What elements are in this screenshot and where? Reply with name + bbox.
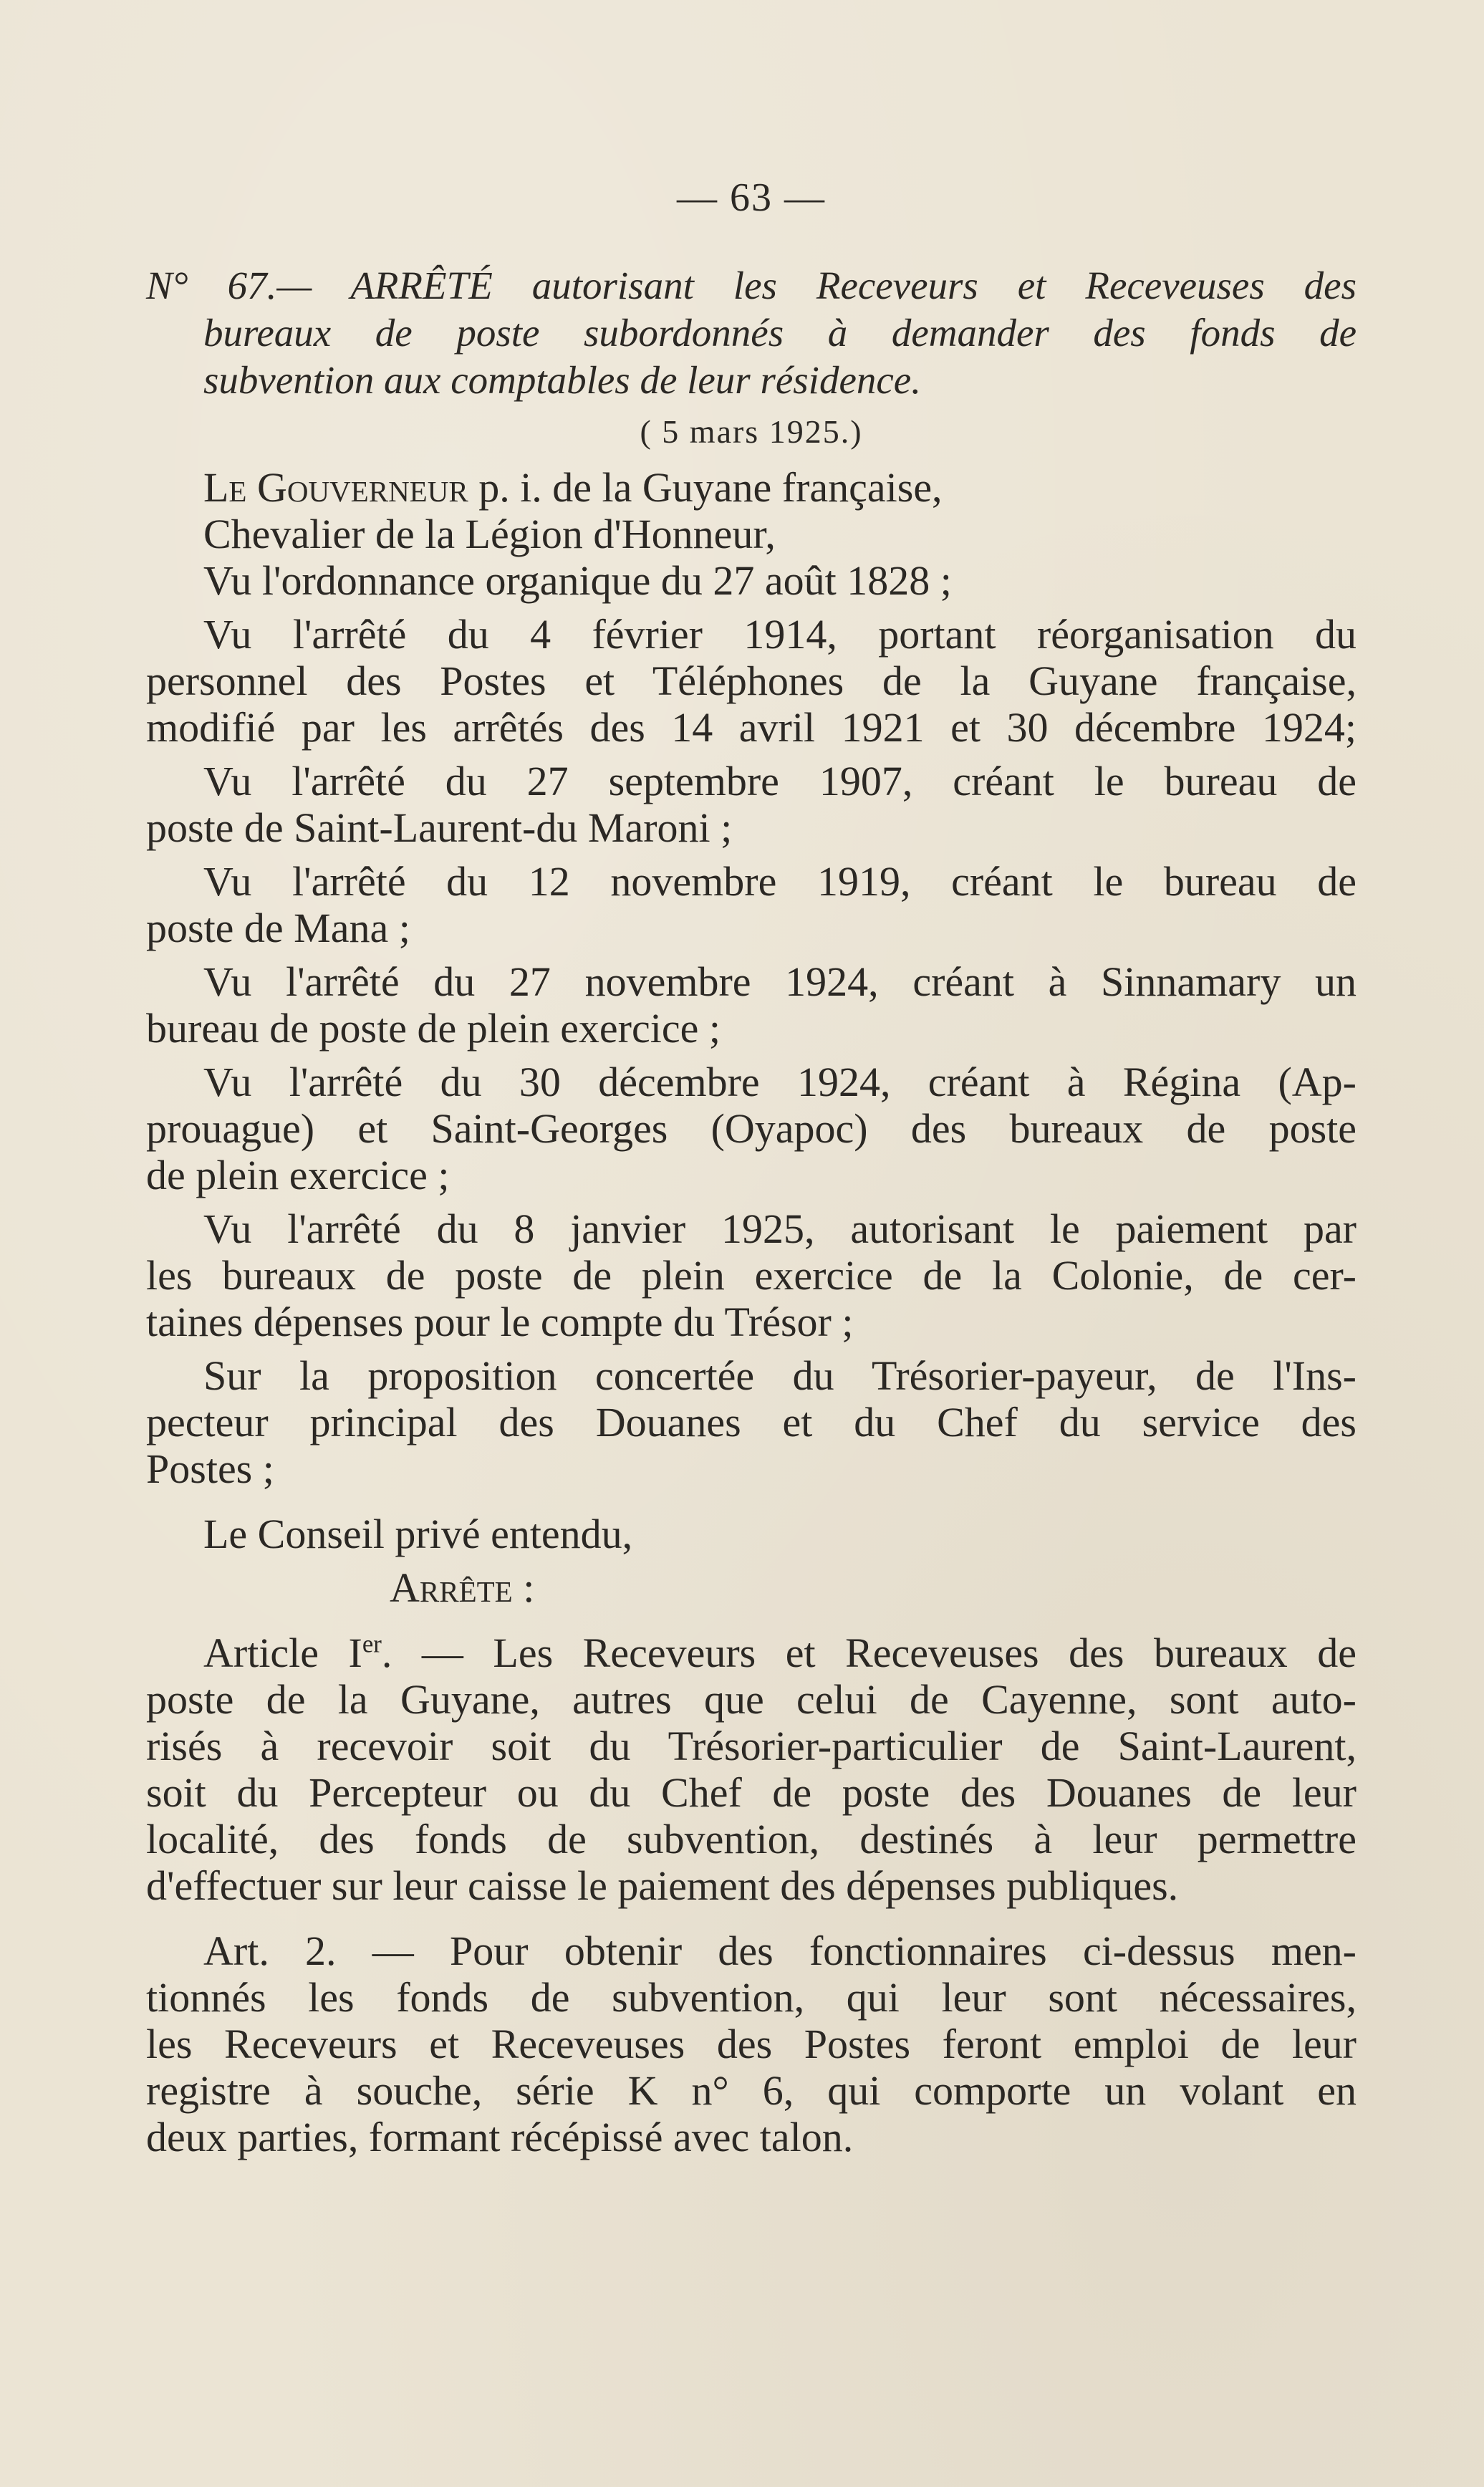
paragraph-line: deux parties, formant récépissé avec talon.	[146, 2114, 854, 2160]
paragraph-line: taines dépenses pour le compte du Trésor ;	[146, 1299, 854, 1345]
proposition	[146, 1352, 1357, 1492]
paragraph-line: risés à recevoir soit du Trésorier-particulier de Saint-Laurent,	[146, 1723, 1357, 1769]
title-line: bureaux de poste subordonnés à demander des fonds de	[203, 311, 1357, 355]
gouverneur-rest: p. i. de la Guyane française,	[478, 464, 943, 511]
gouverneur-line	[146, 464, 1357, 511]
title-line: N° 67.— ARRÊTÉ autorisant les Receveurs et Receveuses des	[146, 264, 1357, 307]
paragraph-line: registre à souche, série K n° 6, qui comporte un volant en	[146, 2067, 1357, 2114]
article-1-label: Article I	[203, 1630, 362, 1676]
decree-date: ( 5 mars 1925.)	[640, 413, 863, 450]
vu-1907	[146, 758, 1357, 851]
vu-1919	[146, 858, 1357, 951]
paragraph-line: Vu l'arrêté du 8 janvier 1925, autorisant le paiement par	[203, 1206, 1357, 1252]
conseil-line: Le Conseil privé entendu,	[203, 1511, 633, 1557]
arrete-heading	[146, 1564, 1357, 1611]
paragraph-line: modifié par les arrêtés des 14 avril 1921 et 30 décembre 1924;	[146, 704, 1357, 751]
title-line: subvention aux comptables de leur résidence.	[203, 358, 921, 402]
paragraph-line: d'effectuer sur leur caisse le paiement des dépenses publiques.	[146, 1862, 1179, 1909]
conseil	[146, 1511, 1357, 1557]
article-2	[146, 1928, 1357, 2160]
article-1	[146, 1630, 1357, 1909]
paragraph-line: Vu l'arrêté du 27 novembre 1924, créant à Sinnamary un	[203, 958, 1357, 1005]
preamble	[146, 464, 1357, 604]
paragraph-line: poste de Saint-Laurent-du Maroni ;	[146, 804, 733, 851]
paragraph-line: les bureaux de poste de plein exercice de la Colonie, de cer-	[146, 1252, 1357, 1299]
paragraph-line: prouague) et Saint-Georges (Oyapoc) des bureaux de poste	[146, 1105, 1357, 1152]
article-1-first-line	[146, 1630, 1357, 1676]
paragraph-line: bureau de poste de plein exercice ;	[146, 1005, 721, 1052]
article-1-sup: er	[362, 1630, 382, 1658]
paragraph-line: Vu l'arrêté du 27 septembre 1907, créant le bureau de	[203, 758, 1357, 804]
text-block	[146, 169, 1357, 2160]
paragraph-line: tionnés les fonds de subvention, qui leur sont nécessaires,	[146, 1974, 1357, 2021]
page-number: — 63 —	[677, 175, 826, 220]
paragraph-line: Vu l'arrêté du 12 novembre 1919, créant le bureau de	[203, 858, 1357, 905]
paragraph-line: les Receveurs et Receveuses des Postes feront emploi de leur	[146, 2021, 1357, 2067]
gouverneur-label: Le Gouverneur	[203, 464, 468, 511]
paragraph-line: pecteur principal des Douanes et du Chef du service des	[146, 1399, 1357, 1445]
paragraph-line: soit du Percepteur ou du Chef de poste des Douanes de leur	[146, 1769, 1357, 1816]
paragraph-line: localité, des fonds de subvention, destinés à leur permettre	[146, 1816, 1357, 1862]
preamble-line: Vu l'ordonnance organique du 27 août 1828 ;	[203, 557, 952, 604]
decree-title	[146, 262, 1357, 404]
paragraph-line: Art. 2. — Pour obtenir des fonctionnaires ci-dessus men-	[203, 1928, 1357, 1974]
paragraph-line: poste de la Guyane, autres que celui de Cayenne, sont auto-	[146, 1676, 1357, 1723]
vu-1924-dec	[146, 1059, 1357, 1198]
vu-1924-nov	[146, 958, 1357, 1052]
paragraph-line: de plein exercice ;	[146, 1152, 450, 1198]
arrete-label: Arrête :	[390, 1564, 535, 1611]
paragraph-line: personnel des Postes et Téléphones de la Guyane française,	[146, 658, 1357, 704]
vu-1914	[146, 611, 1357, 751]
paragraph-line: Postes ;	[146, 1445, 274, 1492]
preamble-line: Chevalier de la Légion d'Honneur,	[203, 511, 776, 557]
paragraph-line: Vu l'arrêté du 30 décembre 1924, créant à Régina (Ap-	[203, 1059, 1357, 1105]
paragraph-line: Vu l'arrêté du 4 février 1914, portant réorganisation du	[203, 611, 1357, 658]
paragraph-line: poste de Mana ;	[146, 905, 410, 951]
vu-1925	[146, 1206, 1357, 1345]
article-1-first-text: . — Les Receveurs et Receveuses des bureaux de	[381, 1630, 1357, 1676]
paragraph-line: Sur la proposition concertée du Trésorier-payeur, de l'Ins-	[203, 1352, 1357, 1399]
